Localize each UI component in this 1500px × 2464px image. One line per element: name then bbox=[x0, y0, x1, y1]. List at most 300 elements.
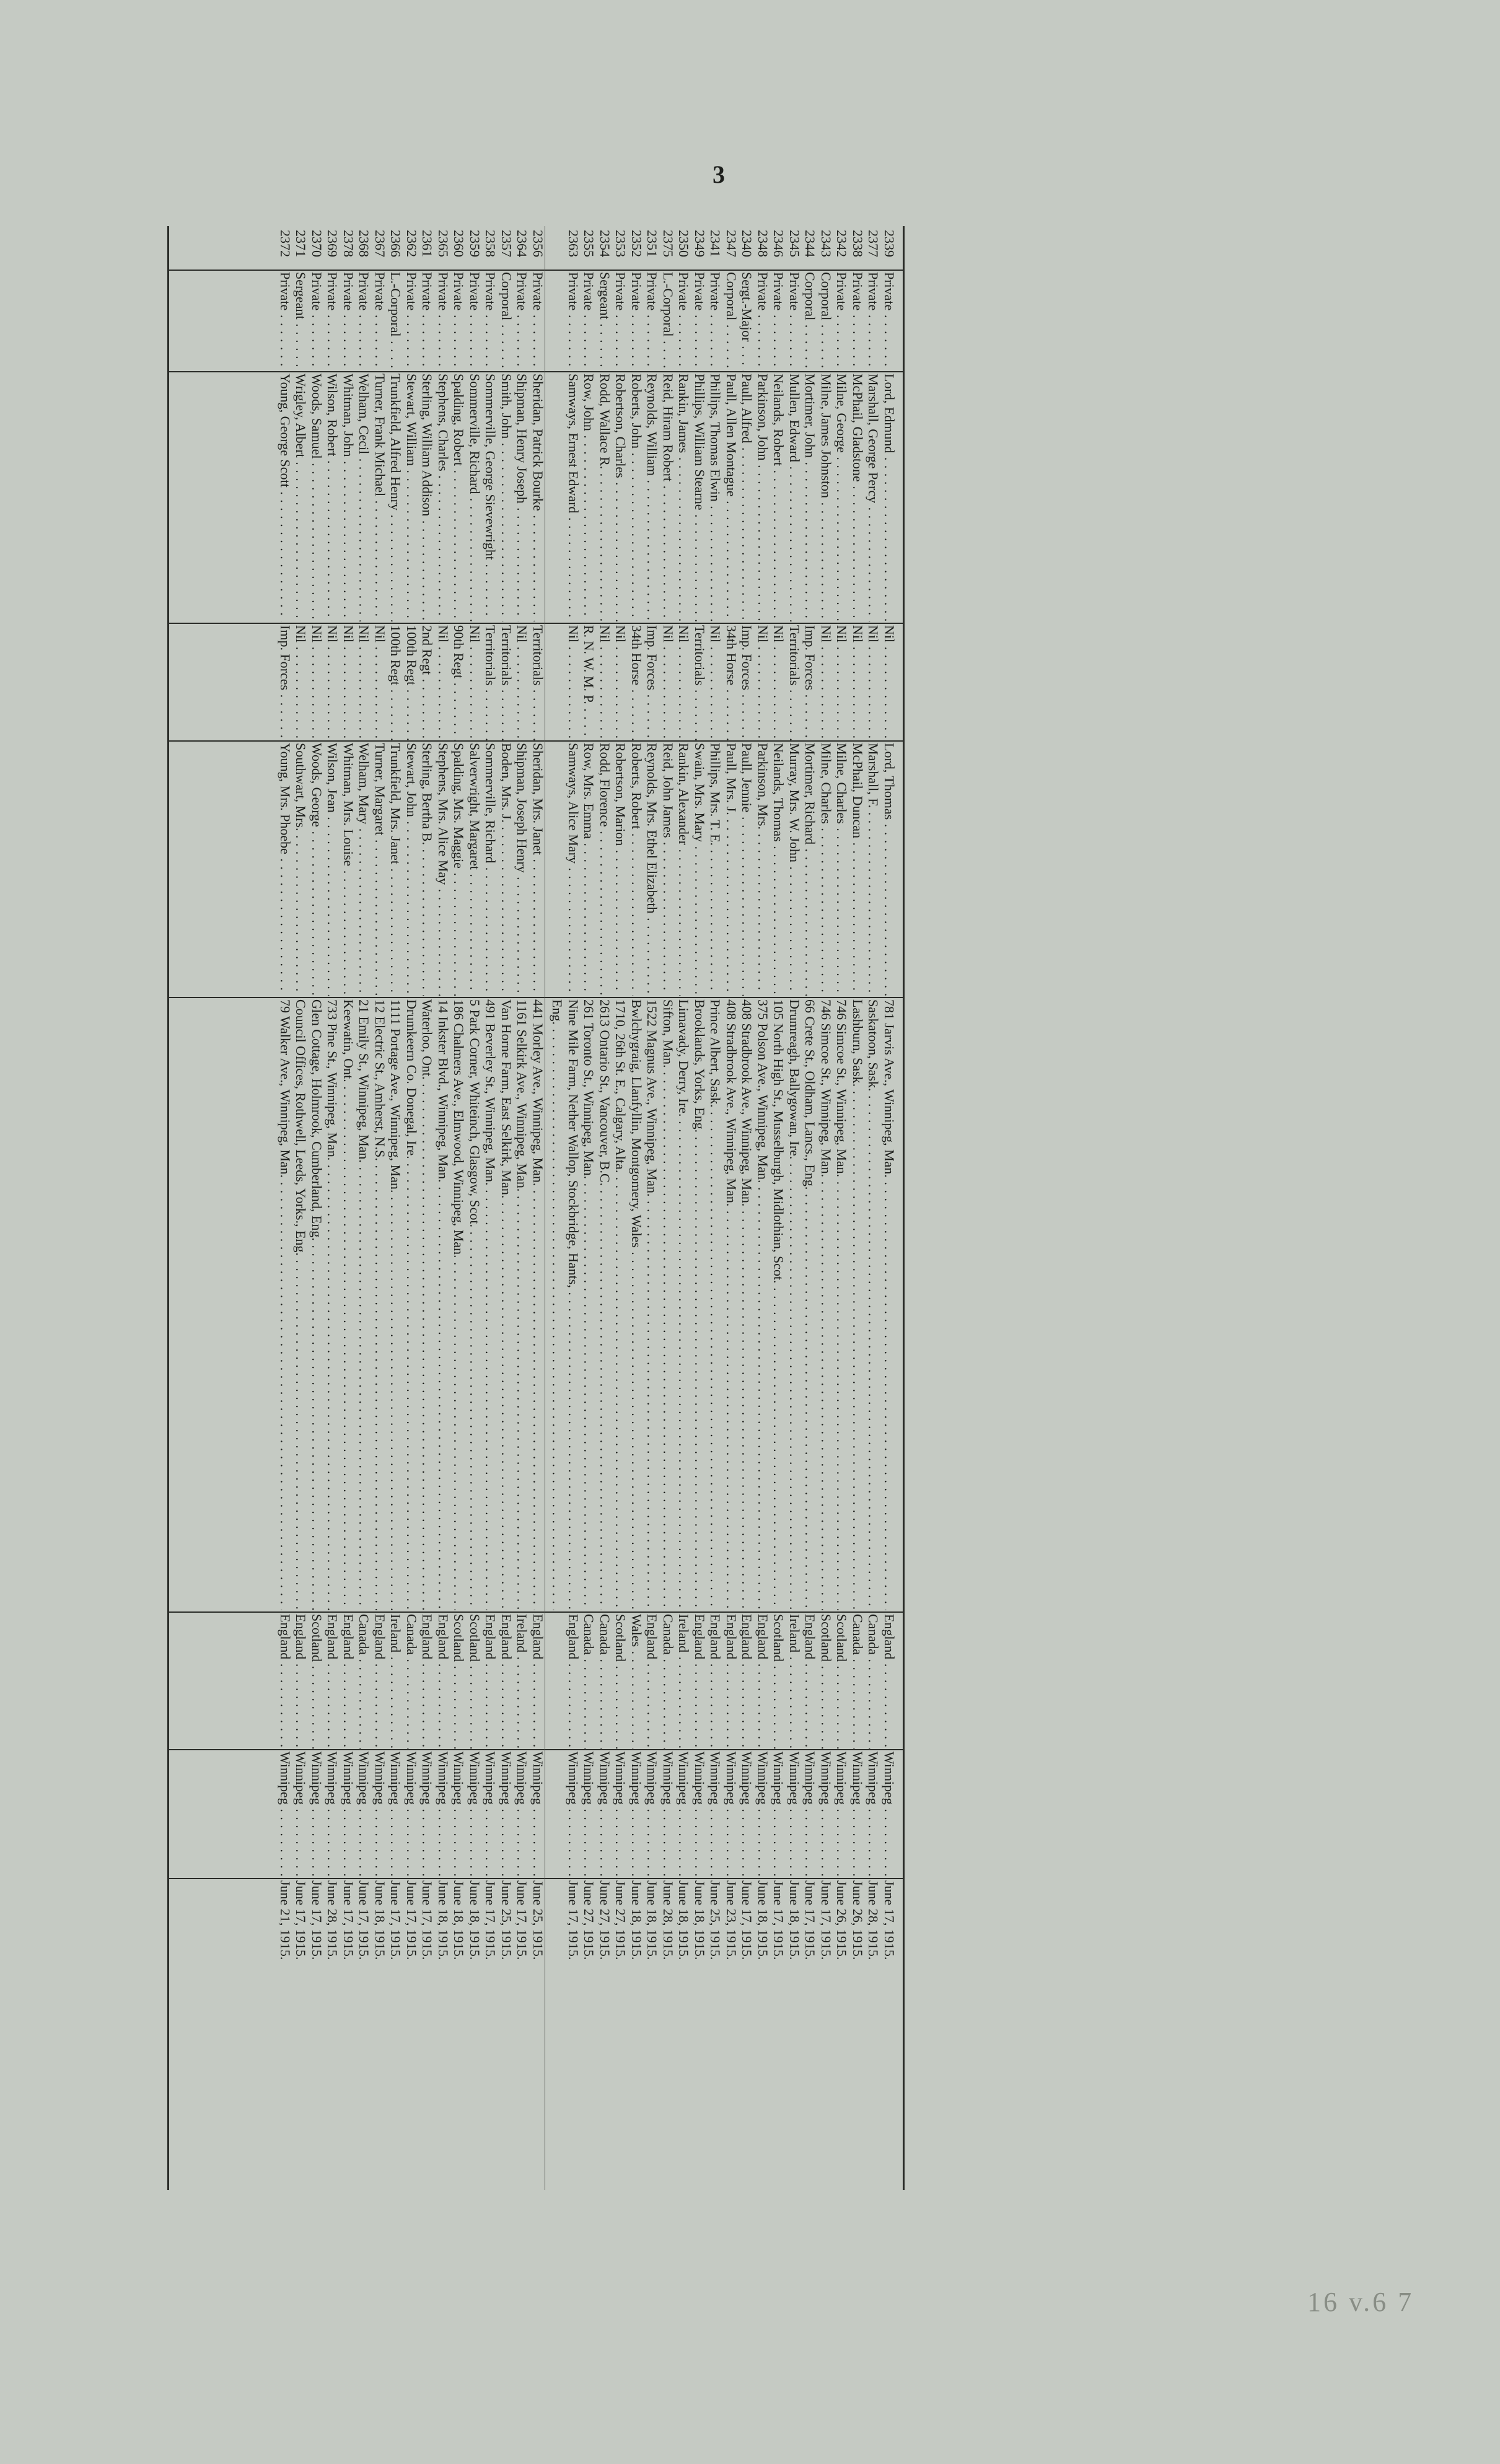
table-row bbox=[597, 226, 613, 2190]
next-of-kin: Stephens, Mrs. Alice May . . . bbox=[436, 743, 451, 996]
previous-service: 100th Regt . . . bbox=[388, 625, 404, 740]
date-of-enlistment: June 18, 1915. bbox=[629, 1880, 644, 1960]
soldier-name: Young, George Scott . . . bbox=[278, 374, 293, 621]
table-row bbox=[803, 226, 818, 2190]
previous-service: Nil . . . bbox=[613, 625, 629, 740]
previous-service: Nil . . . bbox=[566, 625, 581, 740]
date-of-enlistment: June 18, 1915. bbox=[676, 1880, 692, 1960]
previous-service: R. N. W. M. P. . . . bbox=[582, 625, 597, 740]
rank: Private . . . bbox=[882, 272, 897, 371]
place-of-enlistment: Winnipeg . . . bbox=[404, 1752, 419, 1878]
date-of-enlistment: June 27, 1915. bbox=[581, 1880, 597, 1960]
soldier-name bbox=[550, 374, 566, 621]
place-of-enlistment: Winnipeg . . . bbox=[850, 1752, 866, 1878]
service-number: 2348 bbox=[755, 230, 771, 257]
next-of-kin-address: Prince Albert, Sask. . . . bbox=[708, 999, 724, 1610]
date-of-enlistment: June 23, 1915. bbox=[724, 1880, 739, 1960]
next-of-kin: Paull, Mrs. J. . . . bbox=[724, 743, 739, 996]
service-number: 2360 bbox=[451, 230, 467, 257]
date-of-enlistment: June 17, 1915. bbox=[818, 1880, 834, 1960]
next-of-kin-address: 408 Stradbrook Ave., Winnipeg, Man. . . . bbox=[724, 999, 739, 1610]
next-of-kin: Reid, John James . . . bbox=[660, 743, 676, 996]
place-of-enlistment: Winnipeg . . . bbox=[613, 1752, 629, 1878]
soldier-name: Parkinson, John . . . bbox=[755, 374, 771, 621]
country-of-birth: Canada . . . bbox=[404, 1614, 419, 1749]
service-number: 2363 bbox=[566, 230, 581, 257]
date-of-enlistment: June 28, 1915. bbox=[660, 1880, 676, 1960]
previous-service: Nil . . . bbox=[660, 625, 676, 740]
next-of-kin-address: 441 Morley Ave., Winnipeg, Man. . . . bbox=[530, 999, 546, 1610]
soldier-name: Woods, Samuel . . . bbox=[309, 374, 325, 621]
service-number: 2343 bbox=[818, 230, 834, 257]
date-of-enlistment: June 25, 1915. bbox=[530, 1880, 546, 1960]
next-of-kin-address: 733 Pine St., Winnipeg, Man. . . . bbox=[325, 999, 341, 1610]
next-of-kin: Marshall, F. . . . bbox=[866, 743, 882, 996]
soldier-name: Robertson, Charles . . . bbox=[613, 374, 629, 621]
date-of-enlistment bbox=[550, 1880, 566, 2023]
previous-service: Nil . . . bbox=[341, 625, 356, 740]
table-row bbox=[372, 226, 388, 2190]
previous-service: Nil . . . bbox=[309, 625, 325, 740]
date-of-enlistment: June 17, 1915. bbox=[882, 1880, 897, 1960]
date-of-enlistment: June 26, 1915. bbox=[834, 1880, 850, 1960]
soldier-name: Mortimer, John . . . bbox=[803, 374, 818, 621]
next-of-kin-address: Council Offices, Rothwell, Leeds, Yorks., Eng. . . . bbox=[294, 999, 309, 1610]
next-of-kin: Roberts, Robert . . . bbox=[629, 743, 644, 996]
previous-service: Nil . . . bbox=[882, 625, 897, 740]
table-row bbox=[708, 226, 724, 2190]
previous-service bbox=[550, 625, 566, 740]
service-number: 2368 bbox=[356, 230, 372, 257]
country-of-birth: Scotland . . . bbox=[771, 1614, 787, 1749]
soldier-name: Smith, John . . . bbox=[499, 374, 514, 621]
country-of-birth: England . . . bbox=[341, 1614, 356, 1749]
country-of-birth: England . . . bbox=[483, 1614, 499, 1749]
next-of-kin-address: 261 Toronto St., Winnipeg, Man. . . . bbox=[582, 999, 597, 1610]
table-row bbox=[882, 226, 897, 2190]
service-number: 2358 bbox=[483, 230, 499, 257]
previous-service: Nil . . . bbox=[325, 625, 341, 740]
previous-service: Nil . . . bbox=[294, 625, 309, 740]
date-of-enlistment: June 25, 1915. bbox=[499, 1880, 514, 1960]
country-of-birth: Ireland . . . bbox=[515, 1614, 530, 1749]
place-of-enlistment: Winnipeg . . . bbox=[483, 1752, 499, 1878]
previous-service: Nil . . . bbox=[708, 625, 724, 740]
next-of-kin: Robertson, Marion . . . bbox=[613, 743, 629, 996]
soldier-name: Sheridan, Patrick Bourke . . . bbox=[530, 374, 546, 621]
service-number: 2366 bbox=[388, 230, 404, 257]
rank: Private . . . bbox=[613, 272, 629, 371]
place-of-enlistment: Winnipeg . . . bbox=[787, 1752, 802, 1878]
place-of-enlistment: Winnipeg . . . bbox=[724, 1752, 739, 1878]
place-of-enlistment: Winnipeg . . . bbox=[818, 1752, 834, 1878]
soldier-name: Sommerville, George Sievewright . . . bbox=[483, 374, 499, 621]
rank: Private . . . bbox=[850, 272, 866, 371]
table-row bbox=[771, 226, 787, 2190]
table-row bbox=[420, 226, 436, 2190]
next-of-kin-address: 1710, 26th St. E., Calgary, Alta. . . . bbox=[613, 999, 629, 1610]
place-of-enlistment: Winnipeg . . . bbox=[771, 1752, 787, 1878]
soldier-name: Milne, James Johnston . . . bbox=[818, 374, 834, 621]
next-of-kin: Paull, Jennie . . . bbox=[740, 743, 755, 996]
table-row bbox=[452, 226, 467, 2190]
next-of-kin-address: 14 Inkster Blvd., Winnipeg, Man. . . . bbox=[436, 999, 451, 1610]
soldier-name: Reid, Hiram Robert . . . bbox=[660, 374, 676, 621]
service-number: 2340 bbox=[739, 230, 755, 257]
date-of-enlistment: June 17, 1915. bbox=[802, 1880, 818, 1960]
next-of-kin-address: Saskatoon, Sask. . . . bbox=[866, 999, 882, 1610]
table-row bbox=[835, 226, 850, 2190]
table-row bbox=[645, 226, 660, 2190]
rank: Private . . . bbox=[708, 272, 724, 371]
service-number: 2375 bbox=[660, 230, 676, 257]
place-of-enlistment: Winnipeg . . . bbox=[294, 1752, 309, 1878]
next-of-kin-address: 21 Emily St., Winnipeg, Man. . . . bbox=[357, 999, 372, 1610]
rank: Private . . . bbox=[582, 272, 597, 371]
service-number: 2347 bbox=[724, 230, 739, 257]
next-of-kin-address: 746 Simcoe St., Winnipeg, Man. . . . bbox=[835, 999, 850, 1610]
rank: Private . . . bbox=[515, 272, 530, 371]
previous-service: Imp. Forces . . . bbox=[645, 625, 660, 740]
service-number: 2357 bbox=[499, 230, 514, 257]
next-of-kin-address: 1522 Magnus Ave., Winnipeg, Man. . . . bbox=[645, 999, 660, 1610]
soldier-name: Phillips, Thomas Elwin . . . bbox=[708, 374, 724, 621]
country-of-birth: England . . . bbox=[294, 1614, 309, 1749]
place-of-enlistment: Winnipeg . . . bbox=[708, 1752, 724, 1878]
next-of-kin: Boden, Mrs. J. . . . bbox=[499, 743, 514, 996]
soldier-name: Sommerville, Richard . . . bbox=[467, 374, 483, 621]
next-of-kin: Row, Mrs. Emma . . . bbox=[582, 743, 597, 996]
next-of-kin: Trunkfield, Mrs. Janet . . . bbox=[388, 743, 404, 996]
next-of-kin-address: 1161 Selkirk Ave., Winnipeg, Man. . . . bbox=[515, 999, 530, 1610]
date-of-enlistment: June 25, 1915. bbox=[708, 1880, 724, 1960]
date-of-enlistment: June 17, 1915. bbox=[514, 1880, 530, 1960]
rank: Private . . . bbox=[325, 272, 341, 371]
soldier-name: Shipman, Henry Joseph . . . bbox=[515, 374, 530, 621]
service-number: 2369 bbox=[325, 230, 341, 257]
rank: Private . . . bbox=[436, 272, 451, 371]
next-of-kin: Reynolds, Mrs. Ethel Elizabeth . . . bbox=[645, 743, 660, 996]
place-of-enlistment: Winnipeg . . . bbox=[645, 1752, 660, 1878]
next-of-kin: Phillips, Mrs. T. E. . . . bbox=[708, 743, 724, 996]
previous-service: Nil . . . bbox=[597, 625, 613, 740]
date-of-enlistment: June 18, 1915. bbox=[787, 1880, 802, 1960]
next-of-kin-address: Waterloo, Ont. . . . bbox=[420, 999, 436, 1610]
previous-service: Nil . . . bbox=[771, 625, 787, 740]
rank: Private . . . bbox=[309, 272, 325, 371]
table-row bbox=[404, 226, 419, 2190]
next-of-kin: Parkinson, Mrs. . . . bbox=[755, 743, 771, 996]
next-of-kin: Lord, Thomas . . . bbox=[882, 743, 897, 996]
next-of-kin: Woods, George . . . bbox=[309, 743, 325, 996]
country-of-birth: England . . . bbox=[803, 1614, 818, 1749]
rank: Private . . . bbox=[372, 272, 388, 371]
place-of-enlistment: Winnipeg . . . bbox=[341, 1752, 356, 1878]
place-of-enlistment: Winnipeg . . . bbox=[582, 1752, 597, 1878]
table-row bbox=[499, 226, 514, 2190]
place-of-enlistment: Winnipeg . . . bbox=[278, 1752, 293, 1878]
date-of-enlistment: June 26, 1915. bbox=[850, 1880, 866, 1960]
service-number: 2351 bbox=[644, 230, 660, 257]
table-row bbox=[613, 226, 629, 2190]
table-row bbox=[357, 226, 372, 2190]
service-number: 2341 bbox=[708, 230, 724, 257]
country-of-birth: England . . . bbox=[566, 1614, 581, 1749]
rank: Private . . . bbox=[771, 272, 787, 371]
next-of-kin: Milne, Charles . . . bbox=[835, 743, 850, 996]
place-of-enlistment: Winnipeg . . . bbox=[803, 1752, 818, 1878]
date-of-enlistment: June 17, 1915. bbox=[293, 1880, 309, 1960]
date-of-enlistment: June 17, 1915. bbox=[388, 1880, 404, 1960]
country-of-birth: England . . . bbox=[692, 1614, 708, 1749]
country-of-birth: Scotland . . . bbox=[613, 1614, 629, 1749]
service-number: 2354 bbox=[597, 230, 613, 257]
soldier-name: Sterling, William Addison . . . bbox=[420, 374, 436, 621]
next-of-kin-address: Eng. . . . bbox=[550, 999, 566, 1610]
rank: Private . . . bbox=[787, 272, 802, 371]
service-number: 2339 bbox=[882, 230, 897, 257]
place-of-enlistment: Winnipeg . . . bbox=[436, 1752, 451, 1878]
table-row bbox=[550, 226, 566, 2190]
table-row bbox=[309, 226, 325, 2190]
date-of-enlistment: June 18, 1915. bbox=[692, 1880, 708, 1960]
soldier-name: Whitman, John . . . bbox=[341, 374, 356, 621]
next-of-kin: Samways, Alice Mary . . . bbox=[566, 743, 581, 996]
rank: Private . . . bbox=[483, 272, 499, 371]
next-of-kin: Stewart, John . . . bbox=[404, 743, 419, 996]
next-of-kin: Wilson, Jean . . . bbox=[325, 743, 341, 996]
country-of-birth: Scotland . . . bbox=[467, 1614, 483, 1749]
next-of-kin: Milne, Charles . . . bbox=[818, 743, 834, 996]
date-of-enlistment: June 18, 1915. bbox=[436, 1880, 451, 1960]
country-of-birth: Canada . . . bbox=[660, 1614, 676, 1749]
soldier-name: Trunkfield, Alfred Henry . . . bbox=[388, 374, 404, 621]
service-number: 2355 bbox=[581, 230, 597, 257]
table-row bbox=[483, 226, 499, 2190]
soldier-name: Roberts, John . . . bbox=[629, 374, 644, 621]
table-row bbox=[660, 226, 676, 2190]
next-of-kin-address: 105 North High St., Musselburgh, Midlothian, Scot. . . . bbox=[771, 999, 787, 1610]
place-of-enlistment: Winnipeg . . . bbox=[866, 1752, 882, 1878]
next-of-kin: Murray, Mrs. W. John . . . bbox=[787, 743, 802, 996]
previous-service: Nil . . . bbox=[357, 625, 372, 740]
previous-service: Territorials . . . bbox=[692, 625, 708, 740]
date-of-enlistment: June 17, 1915. bbox=[739, 1880, 755, 1960]
soldier-name: Rodd, Wallace R. . . . bbox=[597, 374, 613, 621]
next-of-kin: Young, Mrs. Phoebe . . . bbox=[278, 743, 293, 996]
table-row bbox=[740, 226, 755, 2190]
service-number: 2371 bbox=[293, 230, 309, 257]
next-of-kin-address: 781 Jarvis Ave., Winnipeg, Man. . . . bbox=[882, 999, 897, 1610]
country-of-birth: Ireland . . . bbox=[677, 1614, 692, 1749]
country-of-birth: England . . . bbox=[530, 1614, 546, 1749]
date-of-enlistment: June 18, 1915. bbox=[372, 1880, 388, 1960]
previous-service: Nil . . . bbox=[818, 625, 834, 740]
next-of-kin: Whitman, Mrs. Louise . . . bbox=[341, 743, 356, 996]
country-of-birth: Scotland . . . bbox=[309, 1614, 325, 1749]
service-number: 2356 bbox=[530, 230, 546, 257]
previous-service: Territorials . . . bbox=[530, 625, 546, 740]
place-of-enlistment: Winnipeg . . . bbox=[755, 1752, 771, 1878]
country-of-birth: Scotland . . . bbox=[818, 1614, 834, 1749]
date-of-enlistment: June 18, 1915. bbox=[644, 1880, 660, 1960]
service-number: 2365 bbox=[436, 230, 451, 257]
previous-service: Imp. Forces . . . bbox=[278, 625, 293, 740]
country-of-birth: England . . . bbox=[645, 1614, 660, 1749]
date-of-enlistment: June 17, 1915. bbox=[356, 1880, 372, 1960]
next-of-kin-address: 5 Park Corner, Whiteinch, Glasgow, Scot. . . . bbox=[467, 999, 483, 1610]
rank: Sergt.-Major . . . bbox=[740, 272, 755, 371]
date-of-enlistment: June 18, 1915. bbox=[755, 1880, 771, 1960]
service-number: 2338 bbox=[850, 230, 866, 257]
soldier-name: Stephens, Charles . . . bbox=[436, 374, 451, 621]
next-of-kin-address: 375 Polson Ave., Winnipeg, Man. . . . bbox=[755, 999, 771, 1610]
rank: Sergeant . . . bbox=[597, 272, 613, 371]
next-of-kin-address: 1111 Portage Ave., Winnipeg, Man. . . . bbox=[388, 999, 404, 1610]
table-row bbox=[850, 226, 866, 2190]
previous-service: 90th Regt . . . bbox=[452, 625, 467, 740]
previous-service: 2nd Regt . . . bbox=[420, 625, 436, 740]
soldier-name: Wrigley, Albert . . . bbox=[294, 374, 309, 621]
date-of-enlistment: June 27, 1915. bbox=[613, 1880, 629, 1960]
table-row bbox=[467, 226, 483, 2190]
previous-service: Territorials . . . bbox=[499, 625, 514, 740]
table-row bbox=[530, 226, 546, 2190]
next-of-kin-address: Nine Mile Farm, Nether Wallop, Stockbridge, Hants, . . . bbox=[566, 999, 581, 1610]
country-of-birth: Canada . . . bbox=[597, 1614, 613, 1749]
service-number: 2350 bbox=[676, 230, 692, 257]
rank: Private . . . bbox=[452, 272, 467, 371]
date-of-enlistment: June 27, 1915. bbox=[597, 1880, 613, 1960]
date-of-enlistment: June 17, 1915. bbox=[419, 1880, 436, 1960]
country-of-birth: England . . . bbox=[724, 1614, 739, 1749]
table-row bbox=[866, 226, 882, 2190]
date-of-enlistment: June 17, 1915. bbox=[309, 1880, 325, 1960]
soldier-name: Turner, Frank Michael . . . bbox=[372, 374, 388, 621]
previous-service: Nil . . . bbox=[515, 625, 530, 740]
next-of-kin-address: Brooklands, Yorks, Eng. . . . bbox=[692, 999, 708, 1610]
next-of-kin-address: 66 Crete St., Oldham, Lancs., Eng. . . . bbox=[803, 999, 818, 1610]
date-of-enlistment: June 17, 1915. bbox=[404, 1880, 419, 1960]
table-row bbox=[582, 226, 597, 2190]
next-of-kin: Rankin, Alexander . . . bbox=[677, 743, 692, 996]
place-of-enlistment: Winnipeg . . . bbox=[357, 1752, 372, 1878]
country-of-birth: England . . . bbox=[278, 1614, 293, 1749]
next-of-kin-address: 12 Electric St., Amherst, N.S. . . . bbox=[372, 999, 388, 1610]
soldier-name: Marshall, George Percy . . . bbox=[866, 374, 882, 621]
next-of-kin-address: 491 Beverley St., Winnipeg, Man. . . . bbox=[483, 999, 499, 1610]
soldier-name: Row, John . . . bbox=[582, 374, 597, 621]
place-of-enlistment: Winnipeg . . . bbox=[309, 1752, 325, 1878]
rank: Private . . . bbox=[755, 272, 771, 371]
next-of-kin-address: 2613 Ontario St., Vancouver, B.C. . . . bbox=[597, 999, 613, 1610]
next-of-kin-address: Lashburn, Sask. . . . bbox=[850, 999, 866, 1610]
soldier-name: Milne, George . . . bbox=[835, 374, 850, 621]
place-of-enlistment: Winnipeg . . . bbox=[515, 1752, 530, 1878]
place-of-enlistment: Winnipeg . . . bbox=[452, 1752, 467, 1878]
place-of-enlistment: Winnipeg . . . bbox=[499, 1752, 514, 1878]
place-of-enlistment: Winnipeg . . . bbox=[660, 1752, 676, 1878]
next-of-kin-address: 408 Stradbrook Ave., Winnipeg, Man. . . . bbox=[740, 999, 755, 1610]
date-of-enlistment: June 17, 1915. bbox=[483, 1880, 499, 1960]
place-of-enlistment: Winnipeg . . . bbox=[629, 1752, 644, 1878]
next-of-kin-address: Van Horne Farm, East Selkirk, Man. . . . bbox=[499, 999, 514, 1610]
soldier-name: Rankin, James . . . bbox=[677, 374, 692, 621]
country-of-birth: England . . . bbox=[740, 1614, 755, 1749]
table-row bbox=[566, 226, 581, 2190]
previous-service: 100th Regt . . . bbox=[404, 625, 419, 740]
next-of-kin: Spalding, Mrs. Maggie . . . bbox=[452, 743, 467, 996]
next-of-kin: Sommerville, Richard . . . bbox=[483, 743, 499, 996]
service-number: 2346 bbox=[771, 230, 787, 257]
rank: Private . . . bbox=[420, 272, 436, 371]
archive-stamp: 16 v.6 7 bbox=[1307, 2287, 1414, 2317]
next-of-kin-address: Bwlchygraig, Llanfyllin, Montgomery, Wales . . . bbox=[629, 999, 644, 1610]
place-of-enlistment: Winnipeg . . . bbox=[597, 1752, 613, 1878]
table-row bbox=[436, 226, 451, 2190]
rank: Private . . . bbox=[629, 272, 644, 371]
table-row bbox=[325, 226, 341, 2190]
table-row bbox=[724, 226, 739, 2190]
table-row bbox=[388, 226, 404, 2190]
soldier-name: McPhail, Gladstone . . . bbox=[850, 374, 866, 621]
place-of-enlistment: Winnipeg . . . bbox=[467, 1752, 483, 1878]
next-of-kin-address: 746 Simcoe St., Winnipeg, Man. . . . bbox=[818, 999, 834, 1610]
country-of-birth: England . . . bbox=[436, 1614, 451, 1749]
previous-service: Nil . . . bbox=[372, 625, 388, 740]
country-of-birth: Canada . . . bbox=[850, 1614, 866, 1749]
previous-service: Territorials . . . bbox=[483, 625, 499, 740]
soldier-name: Samways, Ernest Edward . . . bbox=[566, 374, 581, 621]
table-row bbox=[787, 226, 802, 2190]
service-number: 2349 bbox=[692, 230, 708, 257]
next-of-kin-address: Sifton, Man. . . . bbox=[660, 999, 676, 1610]
rank bbox=[550, 272, 566, 371]
service-number: 2367 bbox=[372, 230, 388, 257]
soldier-name: Neilands, Robert . . . bbox=[771, 374, 787, 621]
next-of-kin-address: Glen Cottage, Holmrook, Cumberland, Eng. . . . bbox=[309, 999, 325, 1610]
place-of-enlistment: Winnipeg . . . bbox=[420, 1752, 436, 1878]
country-of-birth: Ireland . . . bbox=[388, 1614, 404, 1749]
next-of-kin: Sheridan, Mrs. Janet . . . bbox=[530, 743, 546, 996]
rank: Private . . . bbox=[677, 272, 692, 371]
table-row bbox=[294, 226, 309, 2190]
next-of-kin: Turner, Margaret . . . bbox=[372, 743, 388, 996]
table-row bbox=[515, 226, 530, 2190]
country-of-birth: England . . . bbox=[708, 1614, 724, 1749]
date-of-enlistment: June 17, 1915. bbox=[341, 1880, 356, 1960]
soldier-name: Wilson, Robert . . . bbox=[325, 374, 341, 621]
place-of-enlistment: Winnipeg . . . bbox=[566, 1752, 581, 1878]
table-row bbox=[278, 226, 293, 2190]
date-of-enlistment: June 21, 1915. bbox=[278, 1880, 293, 1960]
country-of-birth: England . . . bbox=[372, 1614, 388, 1749]
soldier-name: Paull, Allen Montague . . . bbox=[724, 374, 739, 621]
place-of-enlistment bbox=[550, 1752, 566, 1878]
rank: Corporal . . . bbox=[499, 272, 514, 371]
place-of-enlistment: Winnipeg . . . bbox=[835, 1752, 850, 1878]
table-row bbox=[341, 226, 356, 2190]
soldier-name: Mullen, Edward . . . bbox=[787, 374, 802, 621]
country-of-birth: Canada . . . bbox=[357, 1614, 372, 1749]
place-of-enlistment: Winnipeg . . . bbox=[882, 1752, 897, 1878]
date-of-enlistment: June 28, 1915. bbox=[866, 1880, 882, 1960]
page-number: 3 bbox=[713, 160, 725, 188]
service-number bbox=[550, 230, 566, 270]
table-row bbox=[629, 226, 644, 2190]
service-number: 2372 bbox=[278, 230, 293, 257]
previous-service: Nil . . . bbox=[835, 625, 850, 740]
